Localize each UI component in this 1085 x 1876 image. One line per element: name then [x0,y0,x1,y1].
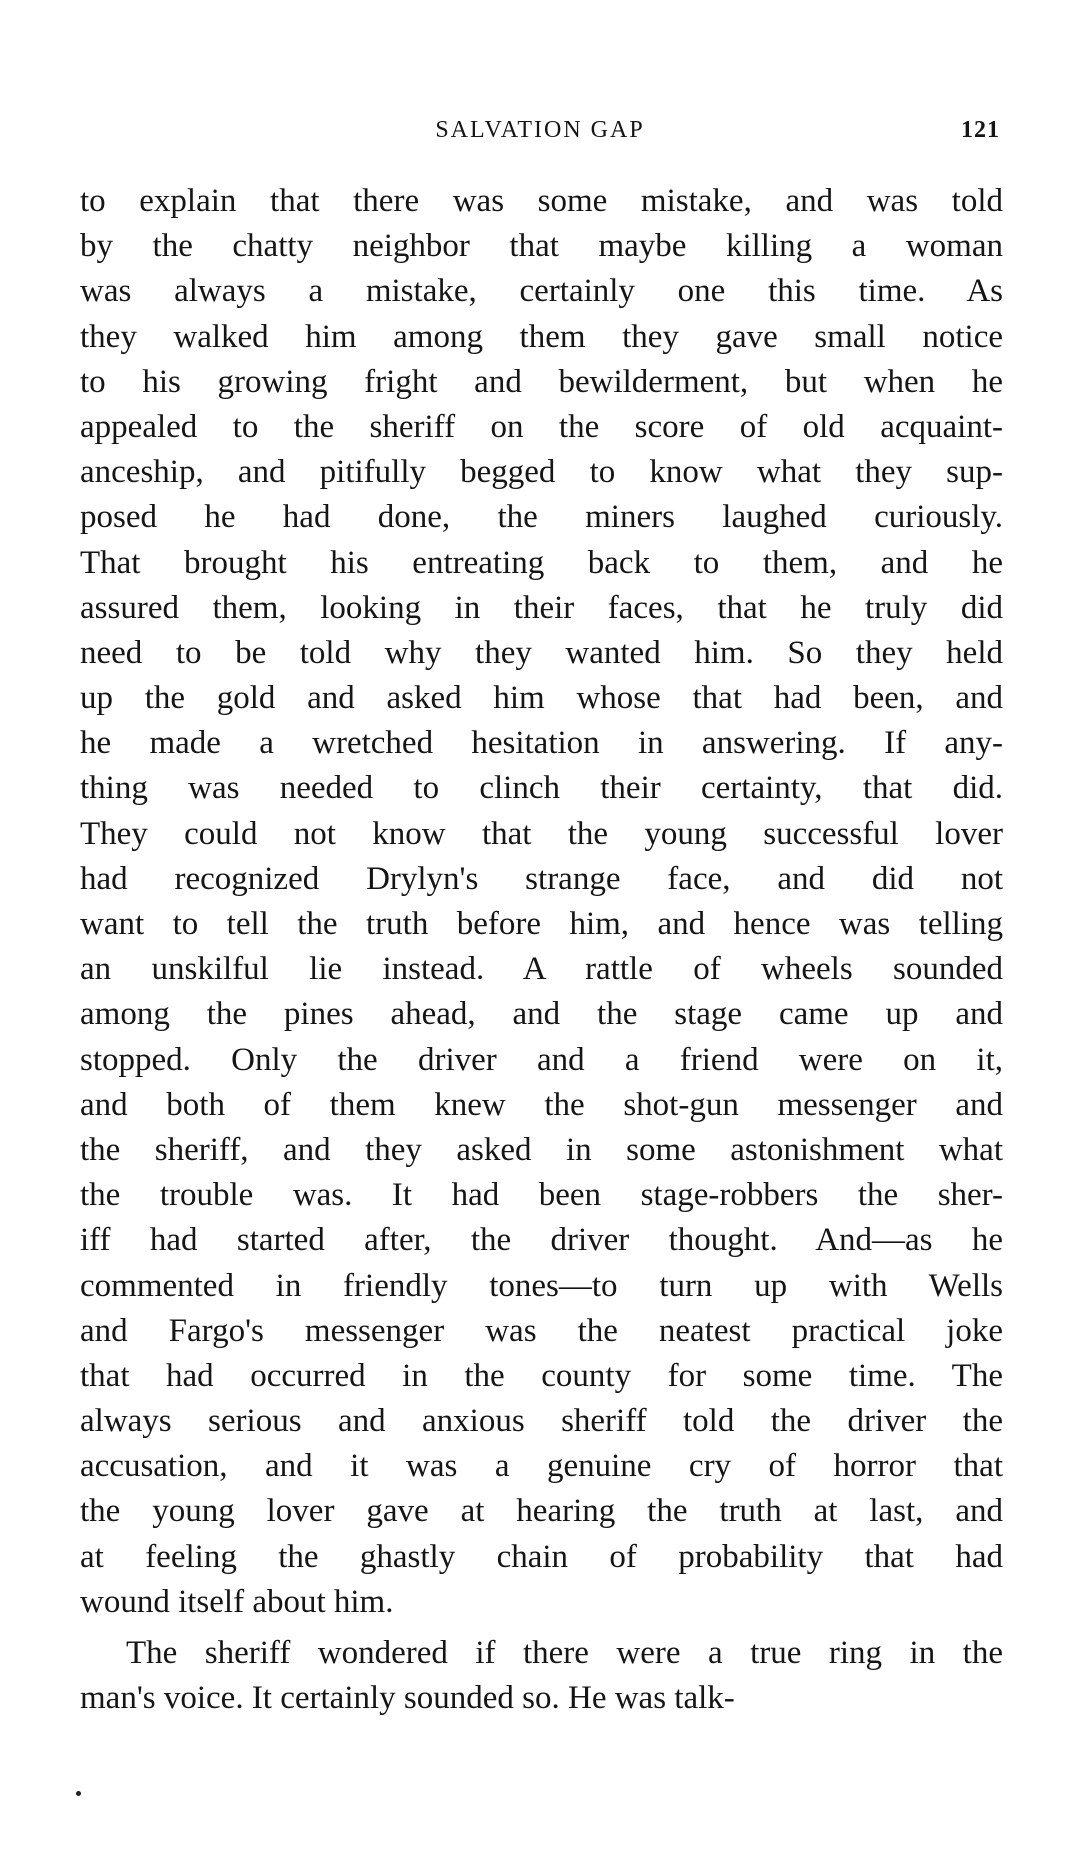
running-title: SALVATION GAP [435,117,645,143]
paragraph [80,1631,1003,1721]
text-line: among the pines ahead, and the stage came up and [80,996,1003,1033]
text-line: appealed to the sheriff on the score of old acquaint- [80,408,1003,445]
text-line: they walked him among them they gave small notice [80,318,1003,355]
text-line: thing was needed to clinch their certainty, that did. [80,770,1003,807]
text-line: stopped. Only the driver and a friend were on it, [80,1041,1003,1078]
text-line: the young lover gave at hearing the truth at last, and [80,1493,1003,1530]
print-speck [76,1791,81,1796]
text-line: that had occurred in the county for some time. The [80,1357,1003,1394]
text-line: to his growing fright and bewilderment, but when he [80,363,1003,400]
text-line: and both of them knew the shot-gun messenger and [80,1086,1003,1123]
text-line: had recognized Drylyn's strange face, and did not [80,860,1003,897]
text-line: the sheriff, and they asked in some astonishment what [80,1131,1003,1168]
text-line: They could not know that the young successful lover [80,815,1003,852]
text-line: man's voice. It certainly sounded so. He was talk- [80,1680,735,1717]
text-line: an unskilful lie instead. A rattle of wheels sounded [80,951,1003,988]
paragraph [80,179,1003,1625]
body-text [80,179,1003,1721]
text-line: up the gold and asked him whose that had been, and [80,680,1003,717]
text-line: the trouble was. It had been stage-robbers the sher- [80,1177,1003,1214]
text-line: and Fargo's messenger was the neatest practical joke [80,1312,1003,1349]
text-line: assured them, looking in their faces, that he truly did [80,589,1003,626]
text-line: need to be told why they wanted him. So they held [80,634,1003,671]
text-line: iff had started after, the driver thought. And—as he [80,1222,1003,1259]
text-line: at feeling the ghastly chain of probability that had [80,1538,1003,1575]
text-line: was always a mistake, certainly one this time. As [80,273,1003,310]
text-line: anceship, and pitifully begged to know what they sup- [80,454,1003,491]
text-line: want to tell the truth before him, and hence was telling [80,906,1003,942]
text-line: by the chatty neighbor that maybe killing a woman [80,228,1003,265]
page-number: 121 [961,117,1000,143]
text-line: always serious and anxious sheriff told the driver the [80,1403,1003,1440]
text-line: commented in friendly tones—to turn up with Wells [80,1267,1003,1304]
text-line: accusation, and it was a genuine cry of horror that [80,1448,1003,1485]
running-header [80,110,1000,150]
text-line: That brought his entreating back to them, and he [80,544,1003,581]
text-line: to explain that there was some mistake, and was told [80,183,1003,219]
text-line: he made a wretched hesitation in answering. If any- [80,725,1003,762]
text-line: posed he had done, the miners laughed curiously. [80,499,1003,536]
text-line: wound itself about him. [80,1583,394,1620]
text-line: The sheriff wondered if there were a true ring in the [126,1635,1003,1671]
